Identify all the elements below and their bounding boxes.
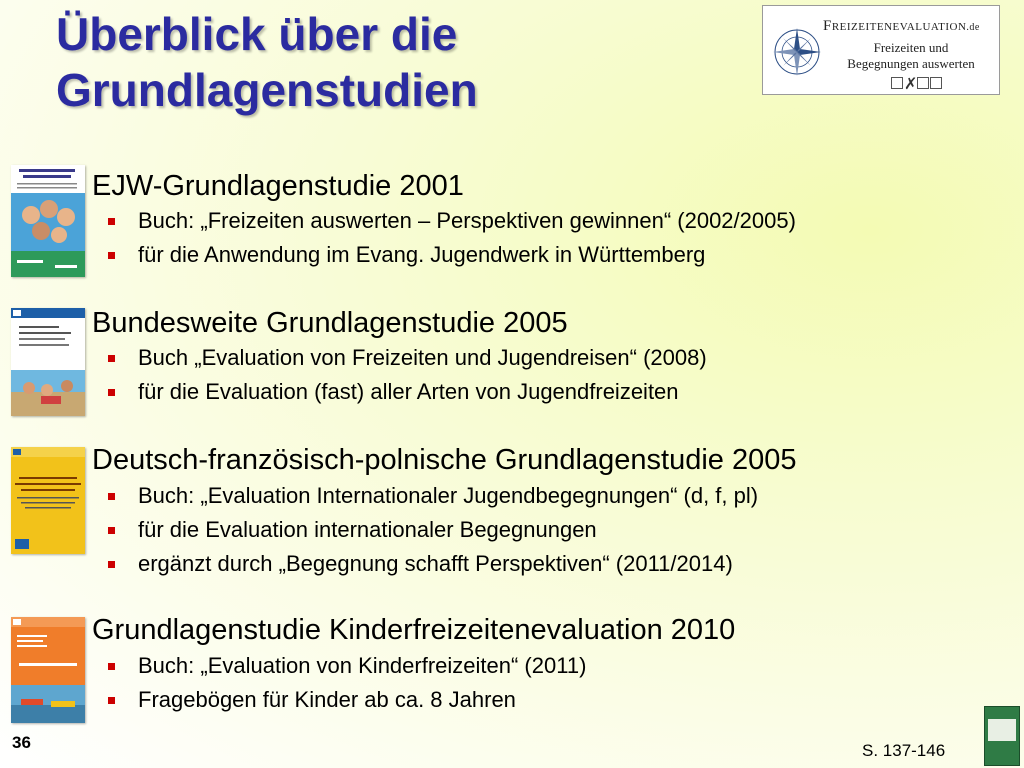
bullet-square-icon xyxy=(108,493,115,500)
logo-box-icon xyxy=(891,77,903,89)
bullet-text: Buch: „Freizeiten auswerten – Perspektiven gewinnen“ (2002/2005) xyxy=(138,208,796,233)
bullet-square-icon xyxy=(108,527,115,534)
list-item xyxy=(104,341,707,375)
bullet-square-icon xyxy=(108,697,115,704)
bullet-text: für die Evaluation (fast) aller Arten von Jugendfreizeiten xyxy=(138,379,679,404)
bullet-square-icon xyxy=(108,218,115,225)
logo-brand xyxy=(823,18,999,35)
section-heading: EJW-Grundlagenstudie 2001 xyxy=(92,170,464,202)
bullet-text: für die Anwendung im Evang. Jugendwerk in Württemberg xyxy=(138,242,706,267)
logo-x-icon: ✗ xyxy=(904,75,918,93)
list-item xyxy=(104,204,796,238)
bullet-list xyxy=(104,341,707,409)
bullet-square-icon xyxy=(108,389,115,396)
bullet-list xyxy=(104,649,586,717)
section-heading: Bundesweite Grundlagenstudie 2005 xyxy=(92,307,568,339)
bullet-text: Fragebögen für Kinder ab ca. 8 Jahren xyxy=(138,687,516,712)
book-cover-freizeiten-auswerten xyxy=(11,165,85,277)
section-heading: Grundlagenstudie Kinderfreizeitenevaluation 2010 xyxy=(92,614,736,646)
bullet-square-icon xyxy=(108,663,115,670)
logo-brand-main: Freizeitenevaluation xyxy=(823,18,967,34)
bullet-text: Buch: „Evaluation Internationaler Jugendbegegnungen“ (d, f, pl) xyxy=(138,483,759,508)
bullet-text: Buch „Evaluation von Freizeiten und Jugendreisen“ (2008) xyxy=(138,345,707,370)
slide-title: Überblick über die Grundlagenstudien xyxy=(56,8,478,116)
logo-line-1: Freizeiten und xyxy=(873,40,949,55)
logo-box-icon xyxy=(917,77,929,89)
logo-subtitle xyxy=(823,40,999,72)
book-cover-evaluation-freizeiten xyxy=(11,308,85,416)
freizeitenevaluation-logo xyxy=(762,5,1000,95)
list-item xyxy=(104,375,707,409)
section-heading: Deutsch-französisch-polnische Grundlagenstudie 2005 xyxy=(92,444,797,476)
bullet-square-icon xyxy=(108,252,115,259)
bullet-text: ergänzt durch „Begegnung schafft Perspektiven“ (2011/2014) xyxy=(138,551,733,576)
list-item xyxy=(104,649,586,683)
logo-checkbox-glyphs xyxy=(891,74,943,93)
bullet-list xyxy=(104,479,758,581)
bullet-list xyxy=(104,204,796,272)
page-reference: S. 137-146 xyxy=(862,741,946,760)
list-item xyxy=(104,238,796,272)
logo-line-2: Begegnungen auswerten xyxy=(847,56,975,71)
bullet-square-icon xyxy=(108,561,115,568)
book-cover-evaluation-kinderfreizeiten xyxy=(11,617,85,723)
list-item xyxy=(104,479,758,513)
bullet-text: für die Evaluation internationaler Begegnungen xyxy=(138,517,597,542)
list-item xyxy=(104,547,758,581)
book-cover-internationale-jugendbegegnungen xyxy=(11,447,85,554)
logo-box-icon xyxy=(930,77,942,89)
slide-number: 36 xyxy=(12,733,31,752)
bullet-text: Buch: „Evaluation von Kinderfreizeiten“ (2011) xyxy=(138,653,587,678)
book-thumbnail-icon xyxy=(984,706,1020,766)
list-item xyxy=(104,513,758,547)
list-item xyxy=(104,683,586,717)
compass-rose-icon xyxy=(769,16,825,86)
book-label-area xyxy=(988,719,1016,741)
logo-brand-tld: .de xyxy=(966,22,980,33)
bullet-square-icon xyxy=(108,355,115,362)
